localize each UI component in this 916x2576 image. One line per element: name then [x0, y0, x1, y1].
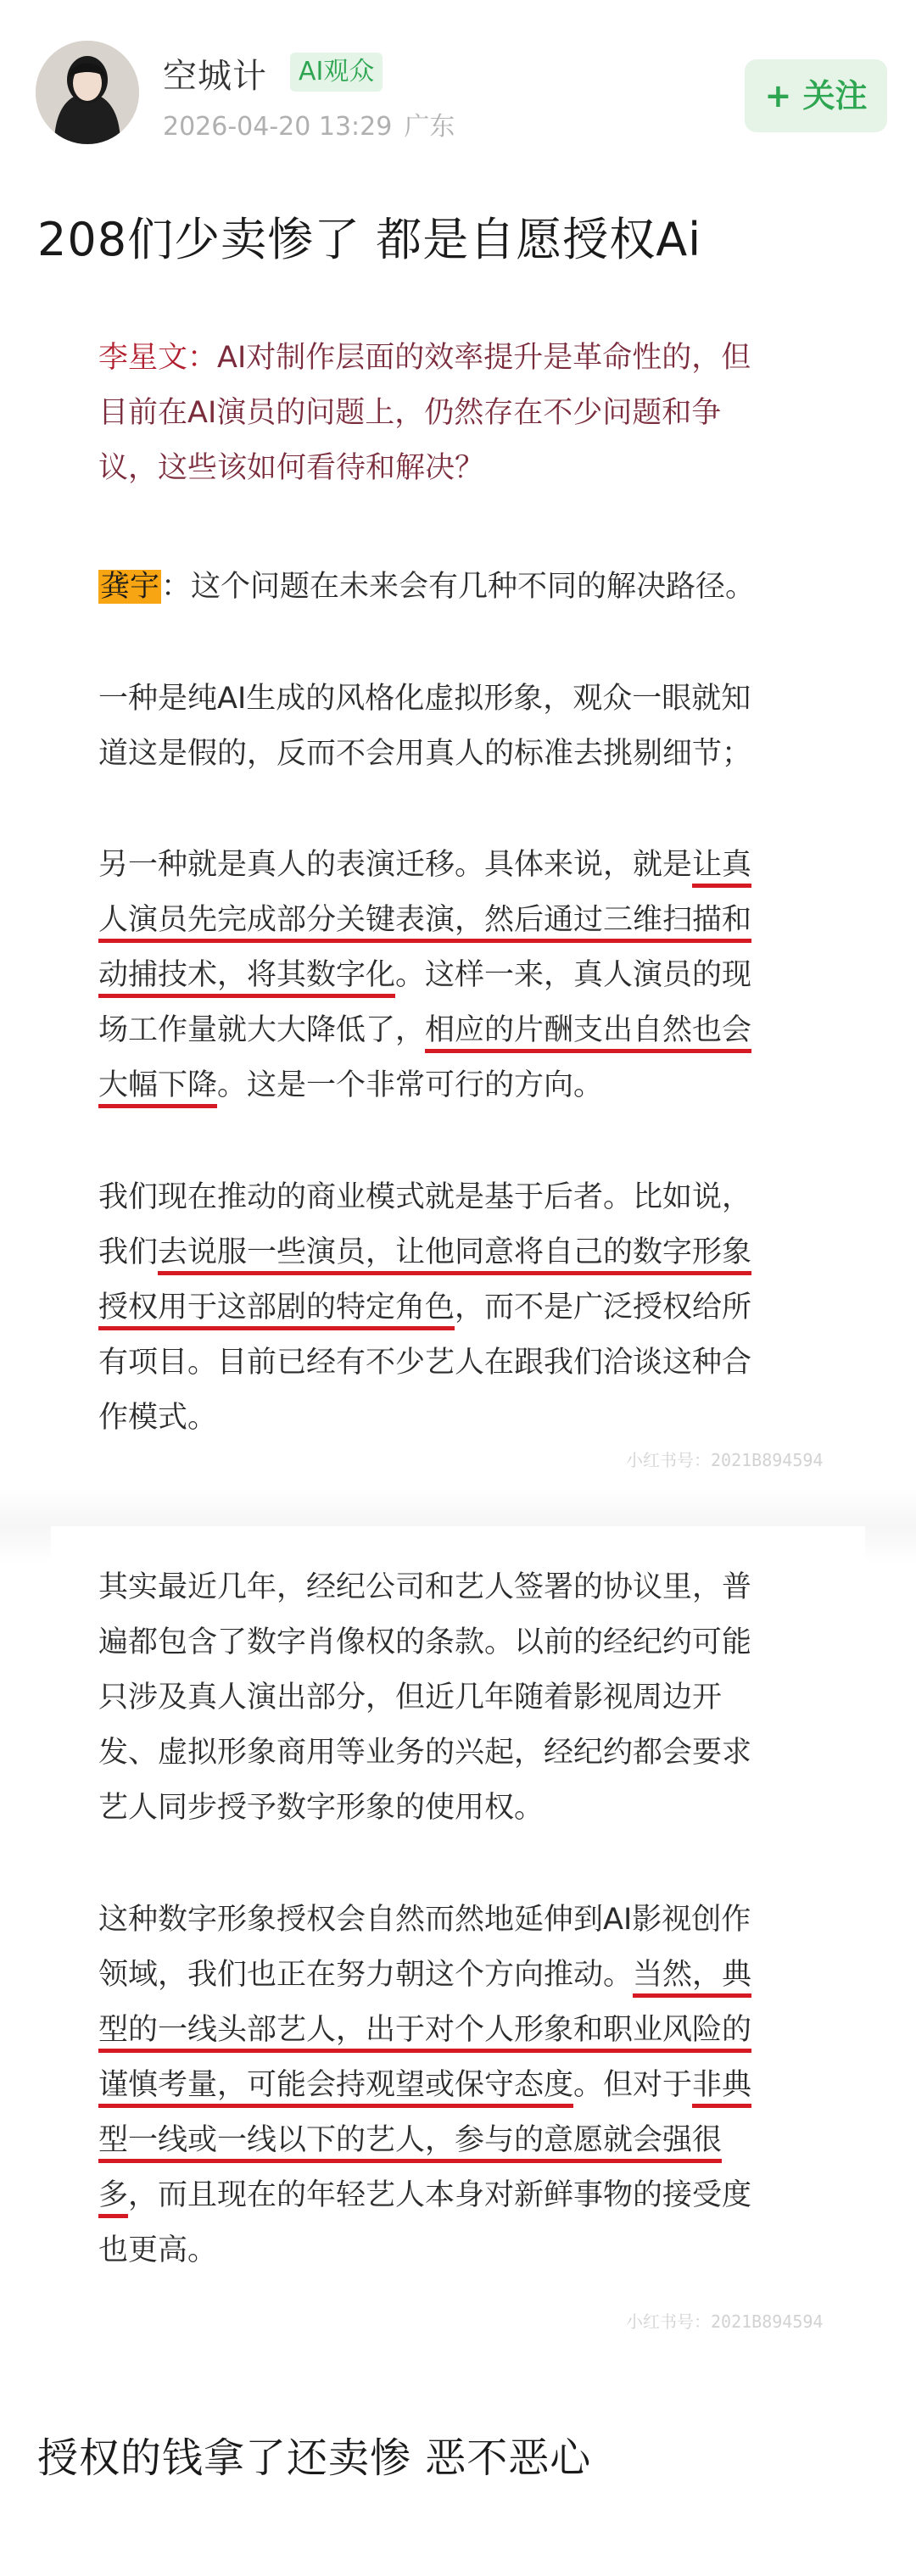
underlined-text: 动捕技术，将其数字化: [98, 958, 395, 998]
author-name[interactable]: 空城计: [163, 57, 267, 96]
text-line: 我们: [98, 1235, 159, 1269]
author-avatar[interactable]: [36, 41, 139, 144]
text-line: 只涉及真人演出部分，但近几年随着影视周边开: [98, 1681, 723, 1715]
watermark: 小红书号：2021B894594: [626, 2311, 824, 2332]
article-image-1: [51, 305, 865, 1526]
paragraph-5: [98, 1893, 887, 2278]
watermark: 小红书号：2021B894594: [626, 1450, 824, 1470]
text-line: ，而不是广泛授权给所: [455, 1291, 752, 1324]
post-meta: [163, 105, 466, 142]
text-line: 场工作量就大大降低了，: [98, 1013, 426, 1047]
underlined-text: 非典: [692, 2068, 751, 2108]
text-line: 。但对于: [573, 2068, 693, 2102]
author-tag-badge: AI观众: [290, 53, 383, 92]
text-line: 一种是纯AI生成的风格化虚拟形象，观众一眼就知: [98, 682, 751, 716]
underlined-text: 让真: [692, 848, 751, 888]
underlined-text: 相应的片酬支出自然也会: [425, 1013, 751, 1053]
text-line: 另一种就是真人的表演迁移。具体来说，就是: [98, 848, 693, 882]
text-line: 我们现在推动的商业模式就是基于后者。比如说，: [98, 1180, 752, 1214]
underlined-text: 授权用于这部剧的特定角色: [98, 1291, 455, 1330]
text-line: 艺人同步授予数字形象的使用权。: [98, 1791, 545, 1825]
text-line: 遍都包含了数字肖像权的条款。以前的经纪约可能: [98, 1625, 752, 1659]
follow-button[interactable]: + 关注: [745, 59, 887, 132]
question-speaker: 李星文：: [98, 341, 218, 375]
text-line: 有项目。目前已经有不少艺人在跟我们洽谈这种合: [98, 1346, 752, 1380]
underlined-text: 大幅下降: [98, 1068, 217, 1108]
post-location: 广东: [404, 112, 455, 142]
question-paragraph: [98, 331, 887, 496]
underlined-text: 多: [98, 2178, 128, 2218]
paragraph-2: [98, 838, 887, 1113]
text-line: 其实最近几年，经纪公司和艺人签署的协议里，普: [98, 1570, 752, 1604]
text-line: 发、虚拟形象商用等业务的兴起，经纪约都会要求: [98, 1736, 752, 1770]
question-line: 目前在AI演员的问题上，仍然存在不少问题和争: [98, 396, 722, 430]
underlined-text: 去说服一些演员，让他同意将自己的数字形象: [158, 1235, 751, 1275]
text-line: ，而且现在的年轻艺人本身对新鲜事物的接受度: [128, 2178, 752, 2212]
text-line: 作模式。: [98, 1401, 218, 1435]
paragraph-1: [98, 672, 887, 782]
question-line: 议，这些该如何看待和解决？: [98, 451, 485, 485]
underlined-text: 型的一线头部艺人，出于对个人形象和职业风险的: [98, 2013, 751, 2053]
underlined-text: 谨慎考量，可能会持观望或保守态度: [98, 2068, 573, 2108]
paragraph-4: [98, 1560, 887, 1836]
answer-text: ：这个问题在未来会有几种不同的解决路径。: [161, 570, 756, 604]
post-comment-text: 授权的钱拿了还卖惨 恶不恶心: [37, 2434, 592, 2482]
text-line: 。这样一来，真人演员的现: [395, 958, 752, 992]
underlined-text: 当然，典: [633, 1958, 751, 1998]
underlined-text: 型一线或一线以下的艺人，参与的意愿就会强很: [98, 2123, 722, 2163]
paragraph-3: [98, 1170, 887, 1446]
avatar-portrait-icon: [36, 41, 139, 144]
text-line: 领域，我们也正在努力朝这个方向推动。: [98, 1958, 634, 1992]
answer-speaker-highlight: 龚宇: [100, 570, 160, 604]
question-line: AI对制作层面的效率提升是革命性的，但: [217, 341, 751, 375]
answer-intro: [98, 560, 887, 615]
text-line: 这种数字形象授权会自然而然地延伸到AI影视创作: [98, 1903, 751, 1937]
text-line: 也更高。: [98, 2233, 218, 2267]
text-line: 。这是一个非常可行的方向。: [217, 1068, 604, 1102]
article-image-2: [51, 1526, 865, 2374]
post-title: 208们少卖惨了 都是自愿授权Ai: [37, 213, 702, 266]
underlined-text: 人演员先完成部分关键表演，然后通过三维扫描和: [98, 903, 751, 943]
post-date: 2026-04-20 13:29: [163, 112, 393, 142]
text-line: 道这是假的，反而不会用真人的标准去挑剔细节；: [98, 737, 752, 771]
post-header: [0, 0, 916, 170]
